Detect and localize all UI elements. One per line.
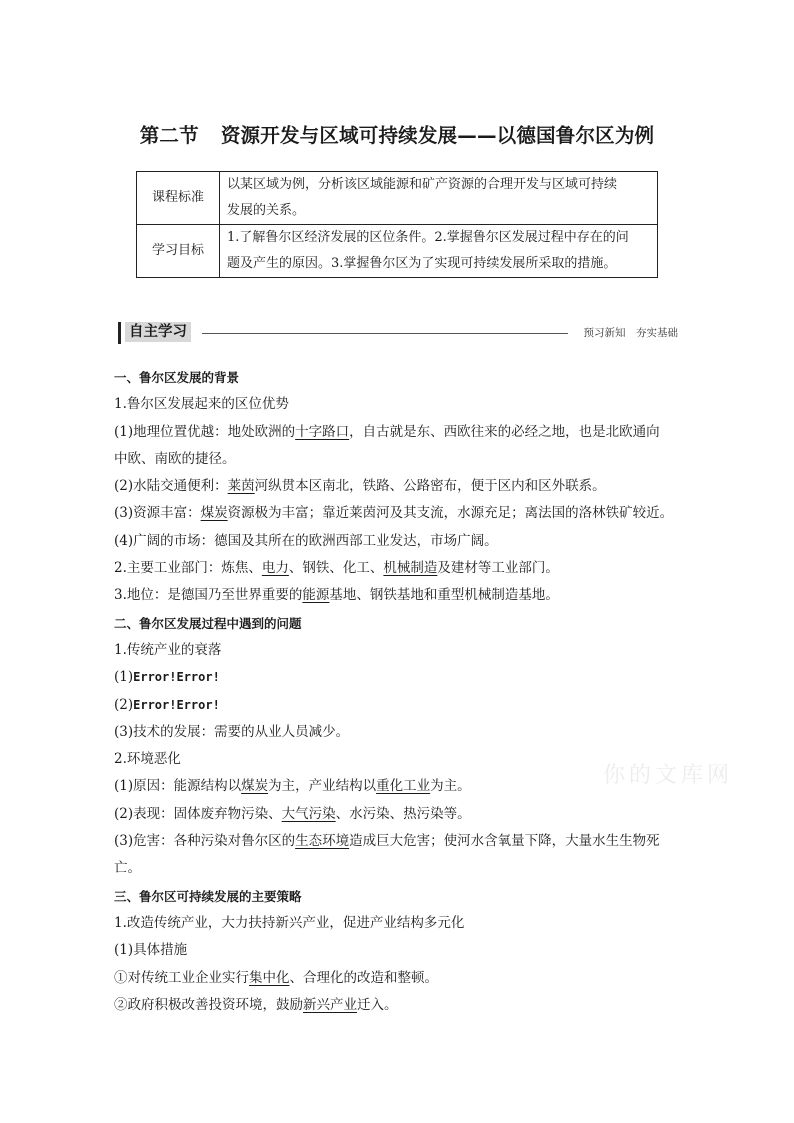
text-segment: (1)原因：能源结构以 bbox=[114, 778, 242, 795]
text-segment: 河纵贯本区南北，铁路、公路密布，便于区内和区外联系。 bbox=[254, 478, 606, 495]
text-line bbox=[114, 500, 686, 527]
table-line: 以某区域为例，分析该区域能源和矿产资源的合理开发与区域可持续 bbox=[227, 177, 618, 192]
text-segment: (3)资源丰富： bbox=[114, 505, 201, 522]
text-line bbox=[114, 528, 686, 555]
text-segment: 1.传统产业的衰落 bbox=[114, 641, 222, 658]
text-line bbox=[114, 828, 686, 855]
section-heading bbox=[114, 364, 686, 391]
text-segment: 1.鲁尔区发展起来的区位优势 bbox=[114, 396, 289, 413]
text-line bbox=[114, 419, 686, 446]
text-segment: 为主。 bbox=[430, 778, 471, 795]
text-segment: 2.主要工业部门：炼焦、 bbox=[114, 560, 262, 577]
answer-blank: 集中化 bbox=[249, 969, 290, 986]
answer-blank: 十字路口 bbox=[295, 423, 350, 440]
text-segment: 三、鲁尔区可持续发展的主要策略 bbox=[114, 888, 302, 904]
text-segment: (2) bbox=[114, 696, 134, 713]
table-label-cell: 学习目标 bbox=[137, 225, 220, 278]
section-marker-bar bbox=[118, 322, 121, 344]
text-segment: 迁入。 bbox=[357, 996, 398, 1013]
text-segment: 、钢铁、化工、 bbox=[288, 560, 384, 577]
text-segment: (1) bbox=[114, 669, 134, 686]
title-section-number: 第二节 bbox=[139, 124, 199, 147]
text-line bbox=[114, 582, 686, 609]
text-segment: (1)地理位置优越：地处欧洲的 bbox=[114, 423, 296, 440]
table-row bbox=[137, 172, 658, 225]
text-segment: (4)广阔的市场：德国及其所在的欧洲西部工业发达，市场广阔。 bbox=[114, 532, 498, 549]
section-divider bbox=[202, 333, 568, 334]
text-line bbox=[114, 446, 686, 473]
text-segment: 二、鲁尔区发展过程中遇到的问题 bbox=[114, 615, 302, 631]
table-line: 1.了解鲁尔区经济发展的区位条件。2.掌握鲁尔区发展过程中存在的问 bbox=[227, 230, 629, 245]
text-segment: 、水污染、热污染等。 bbox=[335, 805, 471, 822]
text-line bbox=[114, 664, 686, 691]
title-text: 资源开发与区域可持续发展——以德国鲁尔区为例 bbox=[220, 124, 655, 147]
text-line bbox=[114, 910, 686, 937]
text-segment: 及建材等工业部门。 bbox=[437, 560, 559, 577]
section-tagline: 预习新知 夯实基础 bbox=[583, 327, 678, 339]
curriculum-table bbox=[136, 171, 658, 278]
body-text bbox=[114, 364, 686, 1019]
text-segment: 一、鲁尔区发展的背景 bbox=[114, 370, 240, 385]
text-line bbox=[114, 992, 686, 1019]
answer-blank: 机械制造 bbox=[383, 560, 438, 577]
text-segment: ，自古就是东、西欧往来的必经之地，也是北欧通向 bbox=[349, 423, 660, 440]
text-line bbox=[114, 855, 686, 882]
text-segment: (3)技术的发展：需要的从业人员减少。 bbox=[114, 723, 350, 740]
table-row bbox=[137, 225, 658, 278]
answer-blank: 重化工业 bbox=[376, 778, 431, 795]
answer-blank: 大气污染 bbox=[281, 805, 336, 822]
answer-blank: 煤炭 bbox=[200, 505, 228, 522]
answer-blank: 煤炭 bbox=[241, 778, 269, 795]
text-segment: ②政府积极改善投资环境，鼓励 bbox=[114, 996, 303, 1013]
text-segment: (2)水陆交通便利： bbox=[114, 478, 228, 495]
text-line bbox=[114, 555, 686, 582]
text-segment: 2.环境恶化 bbox=[114, 751, 181, 768]
text-line bbox=[114, 473, 686, 500]
text-segment: 1.改造传统产业，大力扶持新兴产业，促进产业结构多元化 bbox=[114, 914, 465, 931]
table-content-cell bbox=[220, 225, 658, 278]
section-header bbox=[118, 320, 678, 348]
text-segment: 为主，产业结构以 bbox=[268, 778, 377, 795]
answer-blank: 能源 bbox=[302, 587, 330, 604]
text-line bbox=[114, 937, 686, 964]
text-segment: 中欧、南欧的捷径。 bbox=[114, 450, 236, 467]
section-title: 自主学习 bbox=[125, 322, 191, 342]
text-line bbox=[114, 746, 686, 773]
section-heading bbox=[114, 883, 686, 910]
text-segment: ①对传统工业企业实行 bbox=[114, 969, 249, 986]
text-segment: (1)具体措施 bbox=[114, 942, 188, 959]
text-line bbox=[114, 773, 686, 800]
error-placeholder: Error!Error! bbox=[133, 697, 220, 712]
page-title bbox=[0, 120, 794, 148]
table-content-cell bbox=[220, 172, 658, 225]
text-segment: 造成巨大危害；使河水含氧量下降，大量水生生物死 bbox=[349, 833, 660, 850]
answer-blank: 莱茵 bbox=[227, 478, 255, 495]
text-segment: (3)危害：各种污染对鲁尔区的 bbox=[114, 833, 296, 850]
text-line bbox=[114, 391, 686, 418]
text-line bbox=[114, 637, 686, 664]
text-line bbox=[114, 801, 686, 828]
text-line bbox=[114, 965, 686, 992]
text-line bbox=[114, 692, 686, 719]
table-label-cell: 课程标准 bbox=[137, 172, 220, 225]
table-line: 题及产生的原因。3.掌握鲁尔区为了实现可持续发展所采取的措施。 bbox=[227, 256, 617, 271]
text-segment: 3.地位：是德国乃至世界重要的 bbox=[114, 587, 303, 604]
text-segment: 资源极为丰富；靠近莱茵河及其支流，水源充足；离法国的洛林铁矿较近。 bbox=[227, 505, 674, 522]
answer-blank: 电力 bbox=[261, 560, 289, 577]
text-segment: 亡。 bbox=[114, 860, 141, 877]
answer-blank: 生态环境 bbox=[295, 833, 350, 850]
error-placeholder: Error!Error! bbox=[133, 670, 220, 685]
watermark: 你的文库网 bbox=[603, 763, 734, 788]
text-segment: (2)表现：固体废弃物污染、 bbox=[114, 805, 282, 822]
section-heading bbox=[114, 610, 686, 637]
text-line bbox=[114, 719, 686, 746]
text-segment: 、合理化的改造和整顿。 bbox=[289, 969, 438, 986]
text-segment: 基地、钢铁基地和重型机械制造基地。 bbox=[329, 587, 559, 604]
table-line: 发展的关系。 bbox=[227, 203, 306, 218]
answer-blank: 新兴产业 bbox=[303, 996, 357, 1013]
